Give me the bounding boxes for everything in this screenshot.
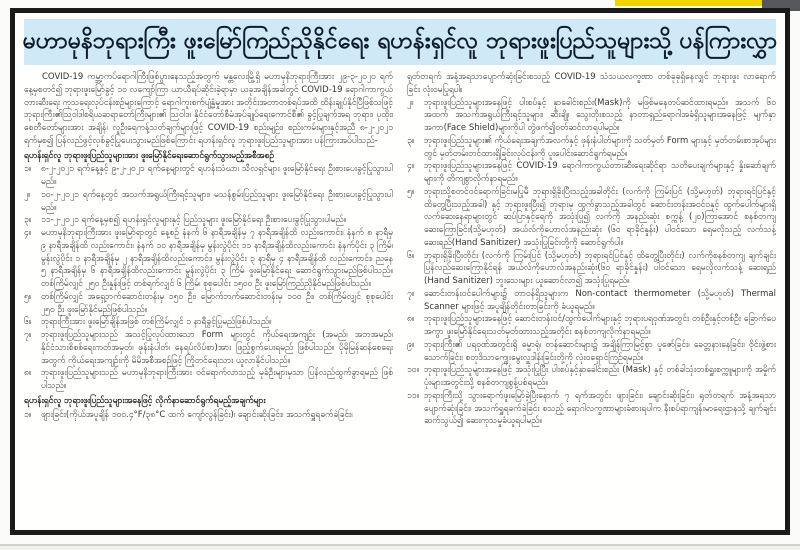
- schedule-item-list: [24, 163, 393, 393]
- list-item-number: ၄။: [407, 161, 415, 172]
- list-item-text: မဟာမုနိဘုရားကြီးအား ဖူးမြော်ရာတွင် နေ့စဉ် နံနက် ၆ နာရီအချိန်မှ ၇ နာရီအချိန်ထိ လည်းကောင်း၊ နံနက် ၈ နာရီမှ ၉ နာရီအချိန်ထိ လည်းကောင်း၊ နံနက် ၁၀ နာရီအချိန်မှ မွန်းလွဲပိုင်း ၁၁ နာရီအချိန်ထိလည်းကောင်း နံနက်ပိုင်း ၃ ကြိမ်၊ မွန်းလွဲပိုင်း ၁ နာရီအချိန်မှ ၂ နာရီအချိန်ထိလည်းကောင်း၊ မွန်းလွဲပိုင်း ၃ နာရီမှ ၄ နာရီအချိန်ထိ လည်းကောင်း၊ ညနေ ၅ နာရီအချိန်မှ ၆ နာရီအချိန်ထိလည်းကောင်း မွန်းလွဲပိုင်း ၃ ကြိမ် ဖူးမြော်နိုင်ရေး ဆောင်ရွက်သွားမည်ဖြစ်ပါသည်။ တစ်ကြိမ်လျှင် ၂၅၀ ဦးနှုန်းဖြင့် တစ်ရက်လျှင် ၆ ကြိမ်၊ စုစုပေါင်း ၁၅၀၀ ဦး ဖူးမြော်ကြည်ညိုနိုင်မည်ဖြစ်ပါသည်။: [41, 228, 393, 289]
- list-item-text: ၈-၂-၂၀၂၁ ရက်နေ့နှင့် ၉-၂-၂၀၂၁ ရက်နေ့များတွင် ရဟန်းသံဃာ၊ သီလရှင်များ ဖူးမြော်နိုင်ရေး ဦးစားပေးခွင့်ပြုသွားပါမည်။: [41, 164, 393, 187]
- masthead-yellow-strip: [615, 0, 762, 6]
- list-item-number: ၉။: [407, 339, 415, 350]
- list-item: [407, 313, 776, 339]
- list-item-number: ၁။: [24, 164, 32, 175]
- list-item: [407, 135, 776, 161]
- two-column-body: [24, 71, 776, 428]
- list-item-number: ၁၀။: [407, 365, 420, 376]
- list-item-text: ဘုရားဖူးပြည်သူများအနေဖြင့် ဆောင်းတန်းဝင်/ထွက်ပေါက်များနှင့် ဘုရားပရဝုဏ်အတွင်း တစ်ဦးနှင့်တစ်ဦး ခြောက်ပေအကွာ ဖူးမြော်နိုင်ရေးသတ်မှတ်ထားသည့်အတိုင်း စနစ်တကျလိုက်နာရမည်။: [424, 314, 776, 337]
- list-item: [407, 97, 776, 135]
- list-item: [24, 291, 393, 317]
- list-item-text: ဘုရားဖူးပြည်သူများသည် အသင့်ပြုလုပ်ထားသော Form များတွင် ကိုယ်ရေးအကျဉ်း (အမည်၊ အဘအမည်၊ နိုင်ငံသားစိစစ်ရေးကတ်အမှတ်၊ ဖုန်းနံပါတ်၊ နေရပ်လိပ်စာ)အား ဖြည့်စွက်ပေးရမည် ဖြစ်ပါသည်။ ပိုမိုမြန်ဆန်စေရေးအတွက် ကိုယ်ရေးအကျဉ်းကို မိမိအစီအစဉ်ဖြင့် ကြိုတင်ရေးသား ယူလာနိုင်ပါသည်။: [41, 330, 393, 366]
- intro-paragraph: COVID-19 ကမ္ဘာ့ကပ်ရောဂါကြီးဖြစ်ပွားနေသည့်အတွက် မန္တလေးမြို့ရှိ မဟာမုနိဘုရားကြီးအား ၂၉-၃-၂၀၂၀ ရက်နေ့မှစတင်၍ ဘုရားဖူးမြော်ခွင့် ၁၀ လကျော်ကြာ ယာယီရပ်ဆိုင်းခဲ့ရာမှာ ယခုအချိန်အခါတွင် COVID-19 ရောဂါကာကွယ်တားဆီးရေး ကုသရေးလုပ်ငန်းစဉ်များကြောင့် ရောဂါကူးစက်ပျံ့နှံ့မှုအား အတိုင်းအတာတစ်ရပ်အထိ ထိန်းချုပ်နိုင်ပြီဖြစ်သဖြင့် ဘုရားကြီး၏ဩဝါဒါစရိယဆရာတော်ကြီးများ၏ ဩဝါဒ၊ နိုင်ငံတော်စီမံအုပ်ချုပ်ရေးကောင်စီ၏ ခွင့်ပြုချက်အရ ဘုရား၊ ပုထိုး၊ စေတီတော်များအား အချိန်၊ လူဦးရေကန့်သတ်ချက်များဖြင့် COVID-19 စည်းမျဉ်း၊ စည်းကမ်းများနှင့်အညီ ၈-၂-၂၀၂၁ ရက်မှစ၍ ပြန်လည်ဖွင့်လှစ်ခွင့်ပြုပေးသွားမည်ဖြစ်ကြောင်း ရဟန်းရှင်လူ ဘုရားဖူးပြည်သူများအား ပန်ကြားအပ်ပါသည်-: [24, 72, 393, 146]
- list-item-text: ဘုရားကြီးအား ဖူးမြော်ချိန်အဖြစ် တစ်ကြိမ်လျှင် ၁ နာရီခွင့်ပြုမည်ဖြစ်ပါသည်။: [41, 317, 272, 328]
- list-item-number: ၁။: [24, 409, 32, 420]
- list-item-number: ၅။: [24, 291, 32, 302]
- list-item-number: ၈။: [24, 368, 32, 379]
- list-item-text: ဖျားခြင်း(ကိုယ်အပူချိန် ၁၀၀.၄°F/၃၈°C ထက် ကျော်လွန်ခြင်း)၊ ချောင်းဆိုးခြင်း၊ အသက်ရှူရခက်ခဲခြင်း၊: [41, 409, 353, 420]
- list-item-text: ဘုရားရှိခိုးပြီးတိုင်း (လက်ကို ကြမ်းပြင် (သို့မဟုတ်) ဘုရားရင်ပြင်နှင့် ထိတွေ့ပြီးတိုင်း) လက်ကိုစနစ်တကျ ချက်ချင်းပြန်လည်ဆေးကြောနိုင်ရန် အယ်လ်ကိုဟောလ်အနည်းဆုံး(၆၀ ရာခိုင်နှုန်း) ပါဝင်သော ရေမလိုလက်သန့် ဆေးရည် (Hand Sanitizer) ဘူးသေးများ ယူဆောင်လာ၍ အသုံးပြုရမည်။: [424, 250, 776, 286]
- list-item: [407, 250, 776, 288]
- list-item: [24, 409, 393, 422]
- page-bottom-area: [0, 546, 800, 550]
- list-item: [24, 214, 393, 227]
- list-item-text: ဘုရားဖူးပြည်သူများအနေဖြင့် ပါးစပ်နှင့် နှာခေါင်းစည်း(Mask)ကို မဖြစ်မနေတပ်ဆင်ထားရမည်။ အသက် ၆၀ အထက် အသက်အရွယ်ကြီးရင့်သူများ၊ ဆီးချို၊ သွေးတိုးစသည့် နာတာရှည်ရောဂါအခံရှိသူများအနေဖြင့် မျက်နှာအကာ(Face Shield)များကိုပါ တွဲဖက်၍ဝတ်ဆင်လာရပါမည်။: [424, 97, 776, 133]
- list-item: [407, 339, 776, 365]
- page-title: မဟာမုနိဘုရားကြီး ဖူးမြော်ကြည်ညိုနိုင်ရေး ရဟန်းရှင်လူ ဘုရားဖူးပြည်သူများသို့ ပန်ကြားလွှာ: [22, 28, 778, 55]
- list-item-text: ဘုရားဖူးပြည်သူများအနေဖြင့် အသုံးပြုပြီး ပါးစပ်နှင့်နှာခေါင်းစည်း (Mask) နှင့် တစ်ခါသုံးတစ်ရှူးစက္ကူများကို အမှိုက်ပုံးများအတွင်းသို့ စနစ်တကျစွန့်ပစ်ရမည်။: [424, 365, 776, 388]
- rules-section-heading: ရဟန်းရှင်လူ ဘုရားဖူးပြည်သူများအနေဖြင့် လိုက်နာဆောင်ရွက်ရမည့်အချက်များ: [24, 395, 266, 406]
- list-item-text: ၁၁-၂-၂၀၂၁ ရက်နေ့မှစ၍ ရဟန်းရှင်လူများနှင့် ပြည်သူများ ဖူးမြော်နိုင်ရေး ဦးစားပေးခွင့်ပြုသွားပါမည်။: [41, 215, 347, 226]
- list-item-text: ၁၀-၂-၂၀၂၁ ရက်နေ့တွင် အသက်အရွယ်ကြီးရင့်သူများ၊ မသန်စွမ်းပြည်သူများ ဖူးမြော်နိုင်ရေး ဦးစားပေးခွင့်ပြုသွားပါမည်။: [41, 189, 393, 213]
- left-column: [24, 71, 393, 428]
- list-item-text: ဘုရားဖူးပြည်သူများအနေဖြင့် COVID-19 ရောဂါကာကွယ်တားဆီးရေးဆိုင်ရာ သတိပေးချက်များနှင့် နှိုးဆော်ချက်များကို တိကျစွာလိုက်နာရမည်။: [424, 161, 776, 184]
- list-item: [407, 364, 776, 390]
- list-item-text: ဘုရားဖူးပြည်သူများသည် မဟာမုနိဘုရားကြီးအား ဝင်ရောက်လာသည့် မုခ်ဦးများမှသာ ပြန်လည်ထွက်ခွာရမည် ဖြစ်ပါသည်။: [41, 368, 393, 391]
- list-item: [24, 329, 393, 367]
- list-item-text: ဆောင်းတန်းဝင်ပေါက်များ၌ တာဝန်ရှိသူများက Non-contact thermometer (သို့မဟုတ်) Thermal Scanner များဖြင့် အပူချိန်တိုင်းတာခြင်းကို ခံယူရမည်။: [424, 288, 776, 312]
- list-item: [407, 288, 776, 314]
- list-item-text: ဘုရားကြီး၏ ပရဝုဏ်အတွင်းရှိ ဓမ္မာရုံ၊ တန်ဆောင်းများ၌ အချိန်ကြာမြင့်စွာ ပူဇော်ခြင်း၊ ခေတ္တနားနေခြင်း၊ ဝိုင်းဖွဲ့စားသောက်ခြင်း၊ စတုဒိသာကျွေးမွေးလှူဒါန်းခြင်းတို့ကို လုံးဝရှောင်ကြဉ်ရမည်။: [424, 339, 776, 363]
- list-item-number: ၆။: [24, 317, 32, 328]
- list-item: [24, 163, 393, 189]
- right-column: [407, 71, 776, 428]
- title-banner: [24, 19, 776, 65]
- list-item-number: ၃။: [24, 215, 32, 226]
- list-item-number: ၂။: [407, 97, 414, 108]
- schedule-section-heading: ရဟန်းရှင်လူ ဘုရားဖူးပြည်သူများအား ဖူးမြော်နိုင်ရေးဆောင်ရွက်သွားမည့်အစီအစဉ်: [24, 150, 275, 161]
- list-item-number: ၈။: [407, 314, 415, 325]
- list-item-text: တစ်ကြိမ်လျှင် အရှေ့ဘက်ဆောင်းတန်းမှ ၁၅၀ ဦး၊ မြောက်ဘက်ဆောင်းတန်းမှ ၁၀၀ ဦး၊ တစ်ကြိမ်လျှင် စုစုပေါင်း ၂၅၀ ဦး ဖူးမြော်နိုင်မည်ဖြစ်ပါသည်။: [41, 291, 393, 315]
- rules-item-list-right: [407, 97, 776, 429]
- list-item-number: ၂။: [24, 189, 31, 200]
- list-item-number: ၄။: [24, 228, 32, 238]
- list-item: [24, 316, 393, 329]
- notice-frame: [10, 8, 790, 535]
- rules-item-list-left: [24, 409, 393, 422]
- list-item: [24, 227, 393, 291]
- list-item-number: ၇။: [24, 330, 32, 340]
- list-item-number: ၃။: [407, 135, 415, 146]
- list-item-text: ဘုရားဖူးပြည်သူများ၏ ကိုယ်ရေးအချက်အလက်နှင့် ဖုန်းနံပါတ်များကို သတ်မှတ် Form များနှင့် မှတ်တမ်းစာအုပ်များတွင် မှတ်တမ်းတင်ထားရှိခြင်းလုပ်ငန်းကို ပူးပေါင်းဆောင်ရွက်ရမည်။: [424, 135, 776, 159]
- list-item: [407, 186, 776, 250]
- list-item-number: ၇။: [407, 288, 415, 299]
- list-item-text: ဘုရားကြီးသို့ သွားရောက်ဖူးမြော်ခဲ့ပြီးနောက် ၇ ရက်အတွင်း ဖျားခြင်း၊ ချောင်းဆိုးခြင်း၊ ရုတ်တရက် အနံ့အရသာ ပျောက်ဆုံးခြင်း၊ အသက်ရှူရခက်ခဲခြင်း စသည့် ရောဂါလက္ခဏာများခံစားရပါက နီးစပ်ရာကျန်းမာရေးဌာနသို့ ချက်ချင်းဆက်သွယ်၍ ဆေးကုသမှုခံယူရပါမည်။: [424, 390, 776, 427]
- list-item-number: ၆။: [407, 250, 415, 261]
- list-item-number: ၁၁။: [407, 390, 420, 401]
- list-item: [407, 390, 776, 428]
- list-item: [24, 367, 393, 393]
- list-item: [407, 160, 776, 186]
- list-item: [24, 189, 393, 215]
- rule-one-continuation: ရုတ်တရက် အနံ့အရသာပျောက်ဆုံးခြင်းစသည့် COVID-19 သံသယလက္ခဏာ တစ်ခုခုရှိနေလျှင် ဘုရားဖူး လာရောက်ခြင်း လုံးဝမပြုရပါ။: [407, 72, 776, 95]
- list-item-text: ဘုရားသို့စတင်ဝင်ရောက်ခြင်းမပြုမီ ဘုရားရှိခိုးပြီးသည့်အခါတိုင်း (လက်ကို ကြမ်းပြင် (သို့မဟုတ်) ဘုရားရင်ပြင်နှင့် ထိတွေ့ပြီးသည့်အခါ) နှင့် ဘုရားဖူးပြီး၍ ဘုရားမှ ထွက်ခွာသည့်အခါတွင် ဆောင်းတန်းအဝင်ဝနှင့် ထွက်ပေါက်များရှိ လက်ဆေးနေရာများတွင် ဆပ်ပြာနှင့်ရေကို အသုံးပြု၍ လက်ကို အနည်းဆုံး စက္ကန့် (၂၀)ကြာအောင် စနစ်တကျဆေးကြောခြင်း(သို့မဟုတ်) အယ်လ်ကိုဟောလ်အနည်းဆုံး (၆၀ ရာခိုင်နှုန်း) ပါဝင်သော ရေမလိုသည့် လက်သန့်ဆေးရည်(Hand Sanitizer) အသုံးပြုခြင်းတို့ကို ဆောင်ရွက်ပါ။: [424, 186, 776, 248]
- list-item-number: ၅။: [407, 186, 415, 197]
